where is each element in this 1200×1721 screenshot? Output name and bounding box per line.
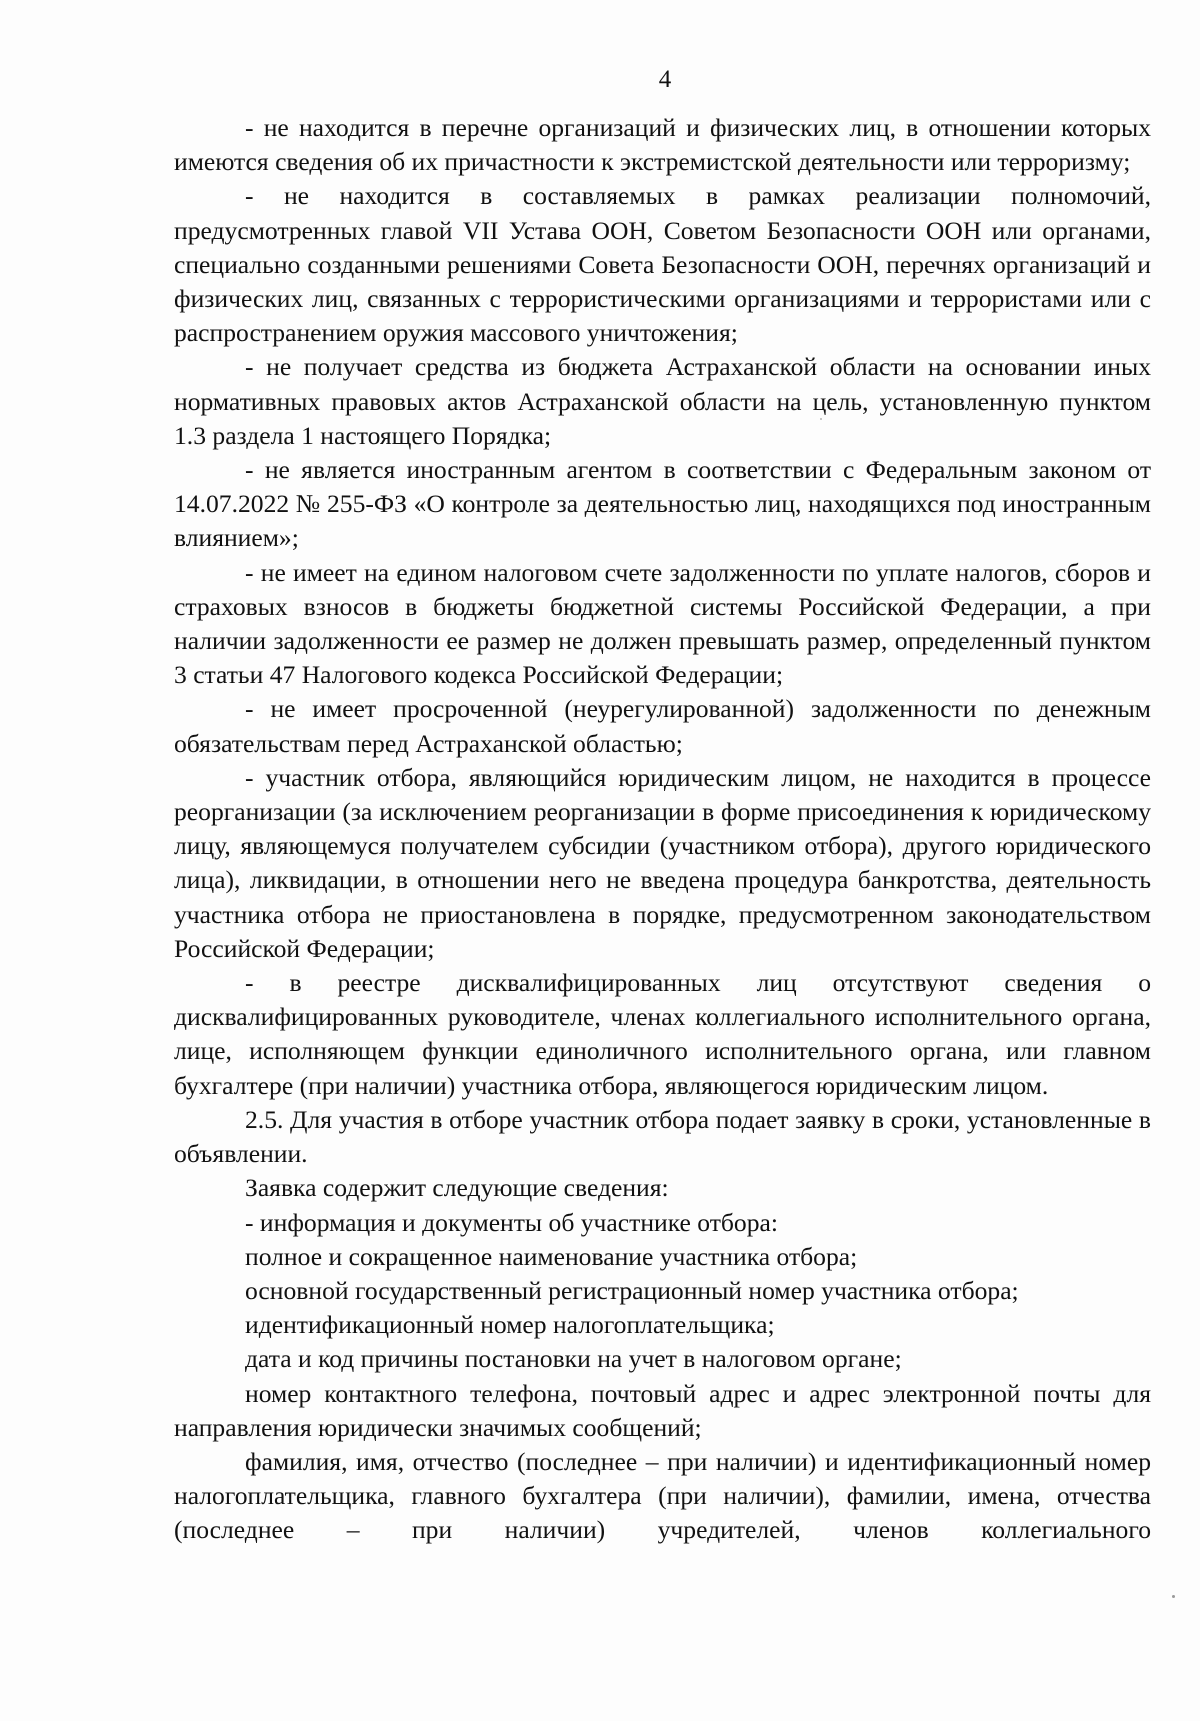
paragraph-full-name: полное и сокращенное наименование участника отбора; [245,1241,858,1271]
paragraph-un-lists: - не находится в составляемых в рамках реализации полномочий, предусмотренных главой VII Устава ООН, Советом Безопасности ООН или органами, специально созданными решениями Совета Безопасности ООН, перечнях организаций и физических лиц, связанных с террористическими организациями и террористами или с распространением оружия массового уничтожения; [174,181,1151,348]
document-body [174,111,1151,1548]
scan-speck [820,418,822,420]
paragraph-registration-date: дата и код причины постановки на учет в налоговом органе; [245,1344,902,1374]
paragraph-section-2-5: 2.5. Для участия в отборе участник отбора подает заявку в сроки, установленные в объявлении. [174,1104,1151,1169]
paragraph-overdue-debt: - не имеет просроченной (неурегулированной) задолженности по денежным обязательствам перед Астраханской областью; [174,694,1151,758]
paragraph-extremism-list: - не находится в перечне организаций и физических лиц, в отношении которых имеются сведения об их причастности к экстремистской деятельности или терроризму; [174,113,1151,177]
paragraph-founders: фамилия, имя, отчество (последнее – при наличии) и идентификационный номер налогоплательщика, главного бухгалтера (при наличии), фамилии, имена, отчества (последнее – при наличии) учредителей, членов коллегиального [174,1446,1151,1545]
paragraph-reorganization: - участник отбора, являющийся юридическим лицом, не находится в процессе реорганизации (за исключением реорганизации в форме присоединения к юридическому лицу, являющемуся получателем субсидии (участником отбора), другого юридического лица), ликвидации, в отношении него не введена процедура банкротства, деятельность участника отбора не приостановлена в порядке, предусмотренном законодательством Российской Федерации; [174,762,1151,963]
page-number: 4 [658,66,672,93]
paragraph-participant-info: - информация и документы об участнике отбора: [245,1207,778,1237]
paragraph-foreign-agent: - не является иностранным агентом в соответствии с Федеральным законом от 14.07.2022 № 255-ФЗ «О контроле за деятельностью лиц, находящихся под иностранным влиянием»; [174,455,1151,553]
paragraph-regional-budget: - не получает средства из бюджета Астраханской области на основании иных нормативных правовых актов Астраханской области на цель, установленную пунктом 1.3 раздела 1 настоящего Порядка; [174,352,1151,450]
paragraph-tax-debt: - не имеет на едином налоговом счете задолженности по уплате налогов, сборов и страховых взносов в бюджеты бюджетной системы Российской Федерации, а при наличии задолженности ее размер не должен превышать размер, определенный пунктом 3 статьи 47 Налогового кодекса Российской Федерации; [174,557,1151,690]
paragraph-application-contents: Заявка содержит следующие сведения: [245,1173,669,1203]
scan-speck [1172,1595,1175,1598]
paragraph-disqualified-registry: - в реестре дисквалифицированных лиц отсутствуют сведения о дисквалифицированных руководителе, членах коллегиального исполнительного органа, лице, исполняющем функции единоличного исполнительного органа, или главном бухгалтере (при наличии) участника отбора, являющегося юридическим лицом. [174,968,1151,1100]
paragraph-inn: идентификационный номер налогоплательщика; [245,1310,775,1340]
paragraph-ogrn: основной государственный регистрационный номер участника отбора; [245,1275,1019,1305]
paragraph-contacts: номер контактного телефона, почтовый адрес и адрес электронной почты для направления юридически значимых сообщений; [174,1378,1151,1442]
